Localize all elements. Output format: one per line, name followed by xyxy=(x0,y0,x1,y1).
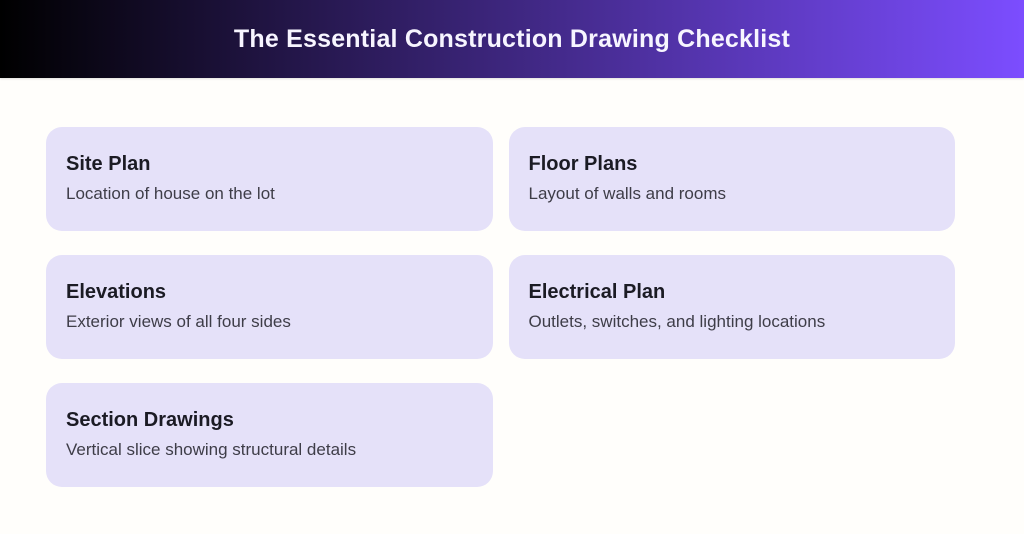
card-title: Electrical Plan xyxy=(528,281,666,303)
card-title: Site Plan xyxy=(66,153,151,175)
card-description: Vertical slice showing structural details xyxy=(66,440,357,459)
checklist-grid xyxy=(0,78,1024,487)
card-description: Exterior views of all four sides xyxy=(66,312,291,331)
card-electrical-plan xyxy=(509,255,956,359)
card-description: Location of house on the lot xyxy=(66,184,275,203)
header-banner xyxy=(0,0,1024,78)
card-elevations xyxy=(46,255,493,359)
card-title: Elevations xyxy=(66,281,167,303)
card-title: Floor Plans xyxy=(528,153,638,175)
card-description: Layout of walls and rooms xyxy=(528,184,726,203)
card-section-drawings xyxy=(46,383,493,487)
card-description: Outlets, switches, and lighting locations xyxy=(528,312,826,331)
card-title: Section Drawings xyxy=(66,409,234,431)
card-site-plan xyxy=(46,127,493,231)
card-floor-plans xyxy=(509,127,956,231)
page-title: The Essential Construction Drawing Checklist xyxy=(233,24,791,53)
